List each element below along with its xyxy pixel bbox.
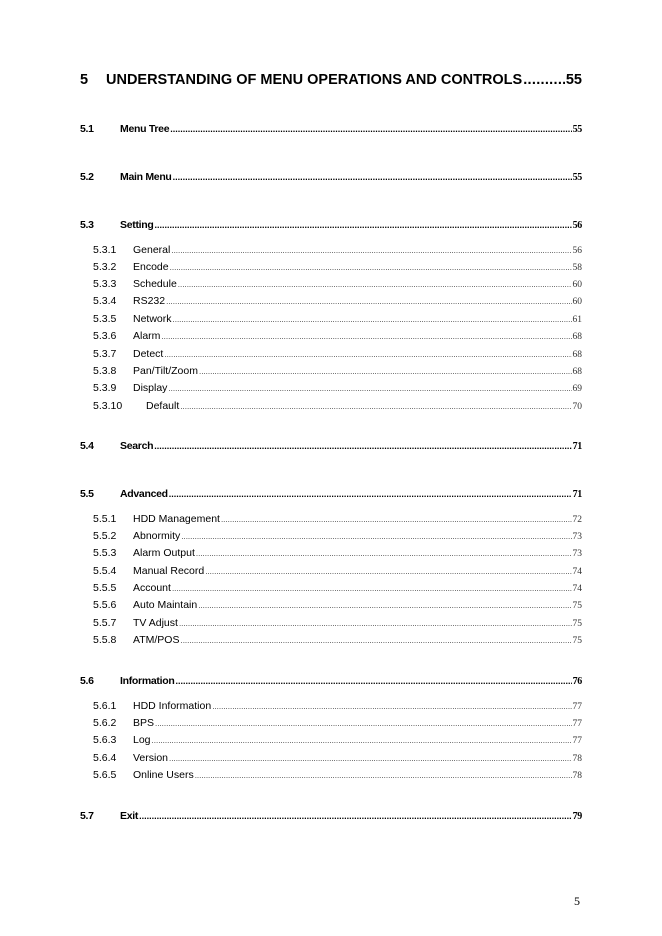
toc-title: Menu Tree <box>120 123 170 135</box>
toc-page: 77 <box>572 702 582 712</box>
dot-leader <box>154 220 571 230</box>
dot-leader <box>523 72 565 88</box>
toc-section[interactable] <box>80 810 582 822</box>
toc-number: 5.5.2 <box>93 530 117 542</box>
toc-number: 5.6.1 <box>93 700 117 712</box>
toc-page: 56 <box>572 220 582 231</box>
toc-subsection[interactable] <box>93 400 582 412</box>
toc-title: Main Menu <box>120 171 172 183</box>
toc-subsection[interactable] <box>93 634 582 646</box>
toc-title: Online Users <box>133 769 194 781</box>
toc-subsection[interactable] <box>93 769 582 781</box>
toc-number: 5.6.5 <box>93 769 117 781</box>
dot-leader <box>168 384 571 393</box>
toc-number: 5.6.2 <box>93 717 117 729</box>
toc-title: HDD Information <box>133 700 212 712</box>
toc-title: Alarm <box>133 330 161 342</box>
toc-page: 71 <box>572 489 582 500</box>
toc-number: 5.3.9 <box>93 382 117 394</box>
toc-page: 58 <box>572 263 582 273</box>
toc-title: TV Adjust <box>133 617 178 629</box>
toc-subsection[interactable] <box>93 734 582 746</box>
toc-section[interactable] <box>80 488 582 500</box>
toc-page: 71 <box>572 441 582 452</box>
toc-page: 77 <box>572 736 582 746</box>
toc-number: 5.3.7 <box>93 348 117 360</box>
toc-title: Version <box>133 752 169 764</box>
dot-leader <box>170 124 571 134</box>
toc-number: 5.3.3 <box>93 278 117 290</box>
toc-title: Log <box>133 734 151 746</box>
toc-number: 5.3.5 <box>93 313 117 325</box>
dot-leader <box>169 754 571 763</box>
dot-leader <box>170 263 572 272</box>
toc-page: 68 <box>572 332 582 342</box>
toc-number: 5.5.1 <box>93 513 117 525</box>
toc-number: 5.3.10 <box>93 400 123 412</box>
dot-leader <box>139 811 572 821</box>
toc-page: 72 <box>572 515 582 525</box>
toc-number: 5.3.8 <box>93 365 117 377</box>
toc-page: 73 <box>572 549 582 559</box>
toc-page: 69 <box>572 384 582 394</box>
toc-subsection[interactable] <box>93 261 582 273</box>
toc-page: 77 <box>572 719 582 729</box>
dot-leader <box>212 702 571 711</box>
dot-leader <box>181 532 571 541</box>
toc-page: 78 <box>572 754 582 764</box>
toc-page: 74 <box>572 567 582 577</box>
toc-subsection[interactable] <box>93 278 582 290</box>
toc-subsection[interactable] <box>93 599 582 611</box>
dot-leader <box>152 736 572 745</box>
toc-page: 61 <box>572 315 582 325</box>
toc-number: 5.5.4 <box>93 565 117 577</box>
dot-leader <box>196 549 572 558</box>
toc-page: 74 <box>572 584 582 594</box>
toc-number: 5.6.3 <box>93 734 117 746</box>
toc-subsection[interactable] <box>93 382 582 394</box>
toc-title: Manual Record <box>133 565 205 577</box>
toc-page: 73 <box>572 532 582 542</box>
toc-number: 5.3.6 <box>93 330 117 342</box>
toc-page: 79 <box>572 811 582 822</box>
toc-number: 5.3.4 <box>93 295 117 307</box>
dot-leader <box>166 297 571 306</box>
toc-number: 5.1 <box>80 123 94 135</box>
toc-number: 5 <box>80 72 89 88</box>
toc-subsection[interactable] <box>93 700 582 712</box>
toc-title: Pan/Tilt/Zoom <box>133 365 198 377</box>
dot-leader <box>175 676 571 686</box>
toc-number: 5.5.7 <box>93 617 117 629</box>
toc-number: 5.7 <box>80 810 94 822</box>
toc-number: 5.3.2 <box>93 261 117 273</box>
toc-page: 55 <box>565 72 582 88</box>
toc-subsection[interactable] <box>93 313 582 325</box>
toc-subsection[interactable] <box>93 513 582 525</box>
toc-chapter[interactable] <box>80 72 582 88</box>
toc-page: 75 <box>572 601 582 611</box>
toc-number: 5.3.1 <box>93 244 117 256</box>
toc-number: 5.5.8 <box>93 634 117 646</box>
toc-title: Search <box>120 440 154 452</box>
dot-leader <box>155 719 571 728</box>
toc-page: 78 <box>572 771 582 781</box>
toc-page: 60 <box>572 280 582 290</box>
toc-number: 5.5 <box>80 488 94 500</box>
toc-page: 68 <box>572 367 582 377</box>
dot-leader <box>180 636 571 645</box>
toc-title: ATM/POS <box>133 634 180 646</box>
toc-number: 5.4 <box>80 440 94 452</box>
toc-title: Default <box>146 400 180 412</box>
toc-number: 5.6 <box>80 675 94 687</box>
dot-leader <box>199 367 572 376</box>
toc-title: Network <box>133 313 172 325</box>
toc-title: Advanced <box>120 488 168 500</box>
toc-page: 55 <box>572 172 582 183</box>
toc-title: Display <box>133 382 168 394</box>
toc-subsection[interactable] <box>93 348 582 360</box>
dot-leader <box>169 489 572 499</box>
toc-page: 70 <box>572 402 582 412</box>
toc-title: Information <box>120 675 175 687</box>
dot-leader <box>161 332 571 341</box>
toc-section[interactable] <box>80 440 582 452</box>
toc-number: 5.2 <box>80 171 94 183</box>
toc-title: Detect <box>133 348 164 360</box>
toc-page: 76 <box>572 676 582 687</box>
toc-subsection[interactable] <box>93 582 582 594</box>
toc-number: 5.5.3 <box>93 547 117 559</box>
toc-title: Alarm Output <box>133 547 195 559</box>
toc-section[interactable] <box>80 675 582 687</box>
dot-leader <box>173 172 572 182</box>
dot-leader <box>221 515 572 524</box>
dot-leader <box>198 601 571 610</box>
dot-leader <box>171 246 571 255</box>
toc-page: 55 <box>572 124 582 135</box>
toc-subsection[interactable] <box>93 244 582 256</box>
toc-number: 5.3 <box>80 219 94 231</box>
toc-section[interactable] <box>80 123 582 135</box>
toc-subsection[interactable] <box>93 565 582 577</box>
toc-number: 5.5.5 <box>93 582 117 594</box>
dot-leader <box>195 771 572 780</box>
toc-title: General <box>133 244 171 256</box>
dot-leader <box>172 584 572 593</box>
toc-subsection[interactable] <box>93 547 582 559</box>
dot-leader <box>154 441 571 451</box>
toc-page: 60 <box>572 297 582 307</box>
toc-title: Abnormity <box>133 530 181 542</box>
dot-leader <box>179 619 572 628</box>
toc-subsection[interactable] <box>93 617 582 629</box>
toc-title: HDD Management <box>133 513 220 525</box>
toc-page: 75 <box>572 636 582 646</box>
toc-page: 68 <box>572 350 582 360</box>
toc-section[interactable] <box>80 171 582 183</box>
toc-page: 75 <box>572 619 582 629</box>
toc-subsection[interactable] <box>93 752 582 764</box>
toc-title: Schedule <box>133 278 177 290</box>
toc-title: Encode <box>133 261 169 273</box>
toc-title: RS232 <box>133 295 166 307</box>
toc-subsection[interactable] <box>93 295 582 307</box>
toc-subsection[interactable] <box>93 365 582 377</box>
toc-subsection[interactable] <box>93 330 582 342</box>
toc-title: UNDERSTANDING OF MENU OPERATIONS AND CONTROLS <box>106 72 523 88</box>
toc-title: BPS <box>133 717 155 729</box>
toc-subsection[interactable] <box>93 717 582 729</box>
toc-page: 56 <box>572 246 582 256</box>
page-number: 5 <box>574 894 580 908</box>
toc-number: 5.6.4 <box>93 752 117 764</box>
toc-subsection[interactable] <box>93 530 582 542</box>
dot-leader <box>164 350 571 359</box>
toc-title: Setting <box>120 219 154 231</box>
dot-leader <box>180 402 571 411</box>
dot-leader <box>205 567 571 576</box>
toc-title: Auto Maintain <box>133 599 198 611</box>
toc-section[interactable] <box>80 219 582 231</box>
dot-leader <box>173 315 572 324</box>
toc-number: 5.5.6 <box>93 599 117 611</box>
dot-leader <box>178 280 572 289</box>
toc-title: Exit <box>120 810 139 822</box>
toc-title: Account <box>133 582 171 594</box>
